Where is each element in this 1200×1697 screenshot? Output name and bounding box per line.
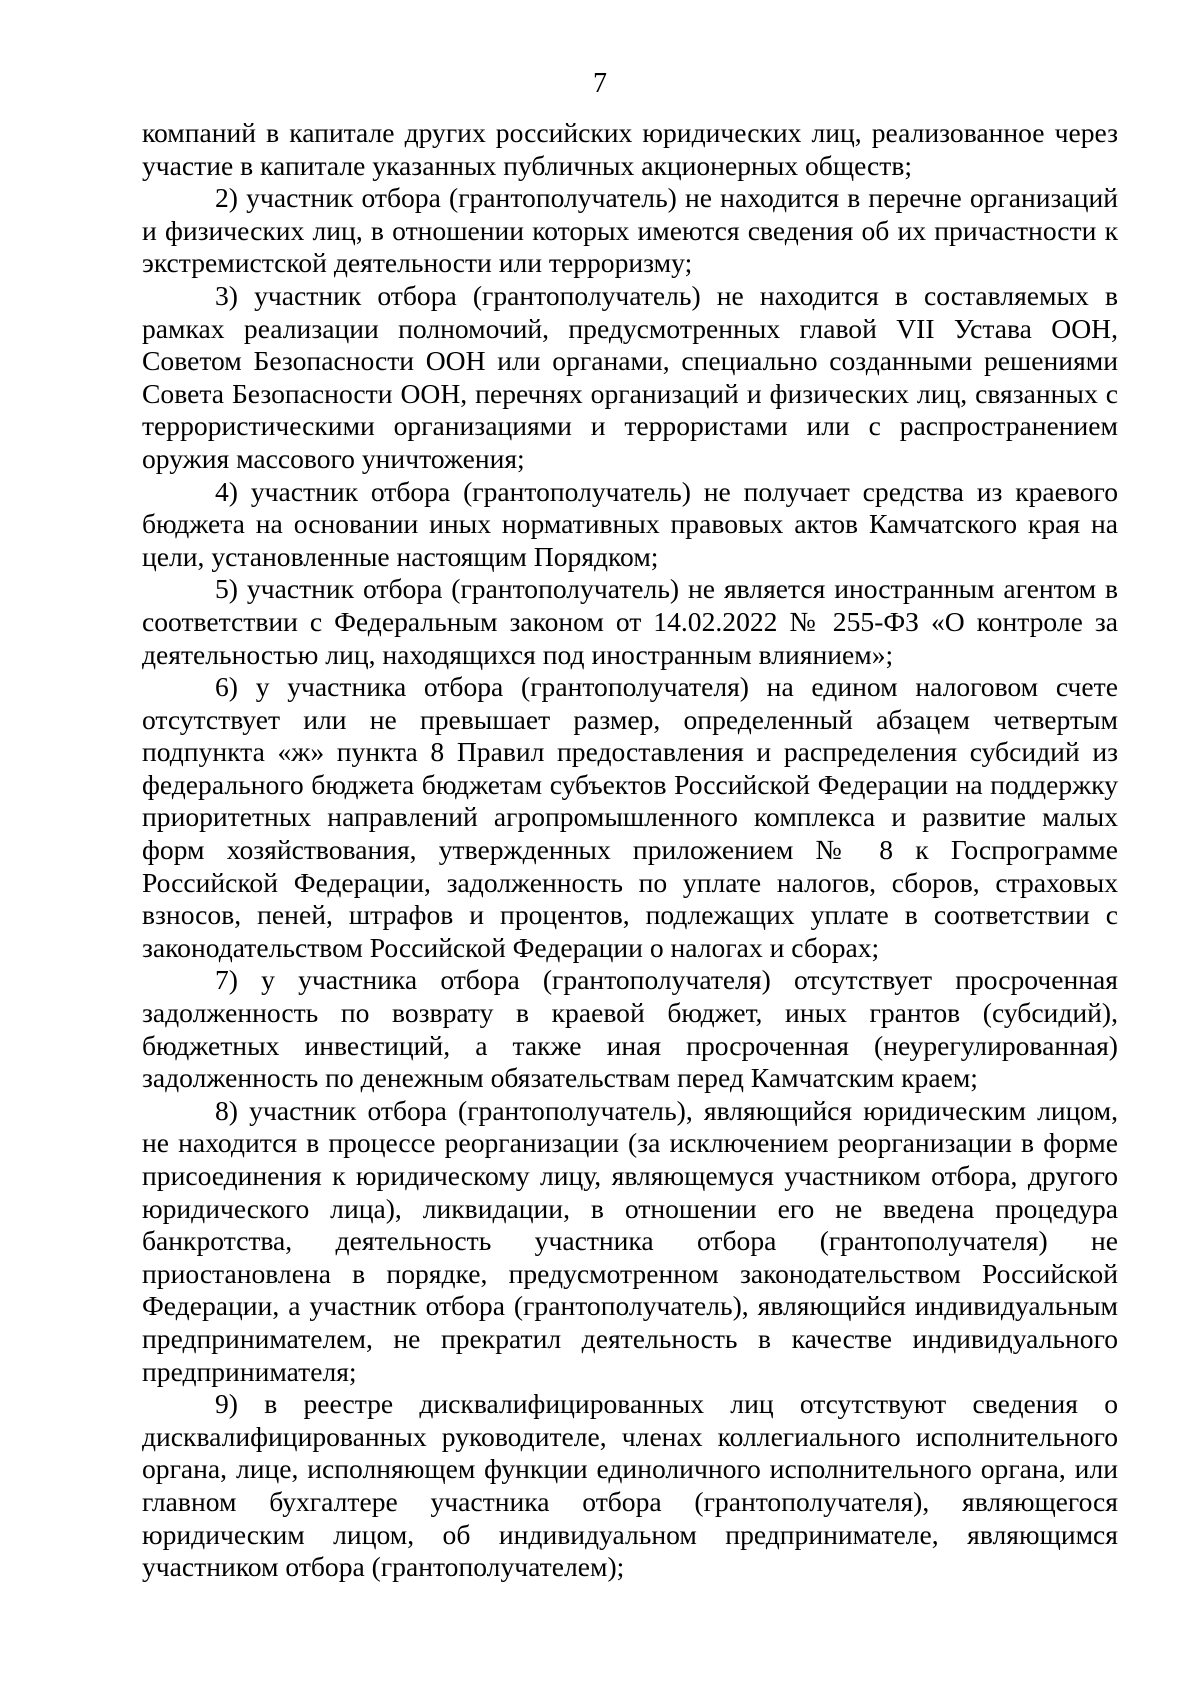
paragraph-item-9: 9) в реестре дисквалифицированных лиц отсутствуют сведения о дисквалифицированных руководителе, членах коллегиального исполнительного органа, лице, исполняющем функции единоличного исполнительного органа, или главном бухгалтере участника отбора (грантополучателя), являющегося юридическим лицом, об индивидуальном предпринимателе, являющимся участником отбора (грантополучателем);	[142, 1388, 1118, 1583]
document-body	[142, 117, 1118, 1584]
paragraph-item-2: 2) участник отбора (грантополучатель) не находится в перечне организаций и физических лиц, в отношении которых имеются сведения об их причастности к экстремистской деятельности или терроризму;	[142, 182, 1118, 279]
paragraph-item-8: 8) участник отбора (грантополучатель), являющийся юридическим лицом, не находится в процессе реорганизации (за исключением реорганизации в форме присоединения к юридическому лицу, являющемуся участником отбора, другого юридического лица), ликвидации, в отношении его не введена процедура банкротства, деятельность участника отбора (грантополучателя) не приостановлена в порядке, предусмотренном законодательством Российской Федерации, а участник отбора (грантополучатель), являющийся индивидуальным предпринимателем, не прекратил деятельность в качестве индивидуального предпринимателя;	[142, 1094, 1118, 1387]
paragraph-item-6: 6) у участника отбора (грантополучателя) на едином налоговом счете отсутствует или не превышает размер, определенный абзацем четвертым подпункта «ж» пункта 8 Правил предоставления и распределения субсидий из федерального бюджета бюджетам субъектов Российской Федерации на поддержку приоритетных направлений агропромышленного комплекса и развитие малых форм хозяйствования, утвержденных приложением № 8 к Госпрограмме Российской Федерации, задолженность по уплате налогов, сборов, страховых взносов, пеней, штрафов и процентов, подлежащих уплате в соответствии с законодательством Российской Федерации о налогах и сборах;	[142, 671, 1118, 963]
paragraph-item-7: 7) у участника отбора (грантополучателя) отсутствует просроченная задолженность по возврату в краевой бюджет, иных грантов (субсидий), бюджетных инвестиций, а также иная просроченная (неурегулированная) задолженность по денежным обязательствам перед Камчатским краем;	[142, 964, 1118, 1094]
paragraph-item-4: 4) участник отбора (грантополучатель) не получает средства из краевого бюджета на основании иных нормативных правовых актов Камчатского края на цели, установленные настоящим Порядком;	[142, 475, 1118, 572]
paragraph-item-5: 5) участник отбора (грантополучатель) не является иностранным агентом в соответствии с Федеральным законом от 14.02.2022 № 255-ФЗ «О контроле за деятельностью лиц, находящихся под иностранным влиянием»;	[142, 573, 1118, 670]
page-number: 7	[593, 68, 607, 99]
paragraph-item-3: 3) участник отбора (грантополучатель) не находится в составляемых в рамках реализации полномочий, предусмотренных главой VII Устава ООН, Советом Безопасности ООН или органами, специально созданными решениями Совета Безопасности ООН, перечнях организаций и физических лиц, связанных с террористическими организациями и террористами или с распространением оружия массового уничтожения;	[142, 279, 1118, 474]
paragraph-continuation: компаний в капитале других российских юридических лиц, реализованное через участие в капитале указанных публичных акционерных обществ;	[142, 117, 1118, 181]
